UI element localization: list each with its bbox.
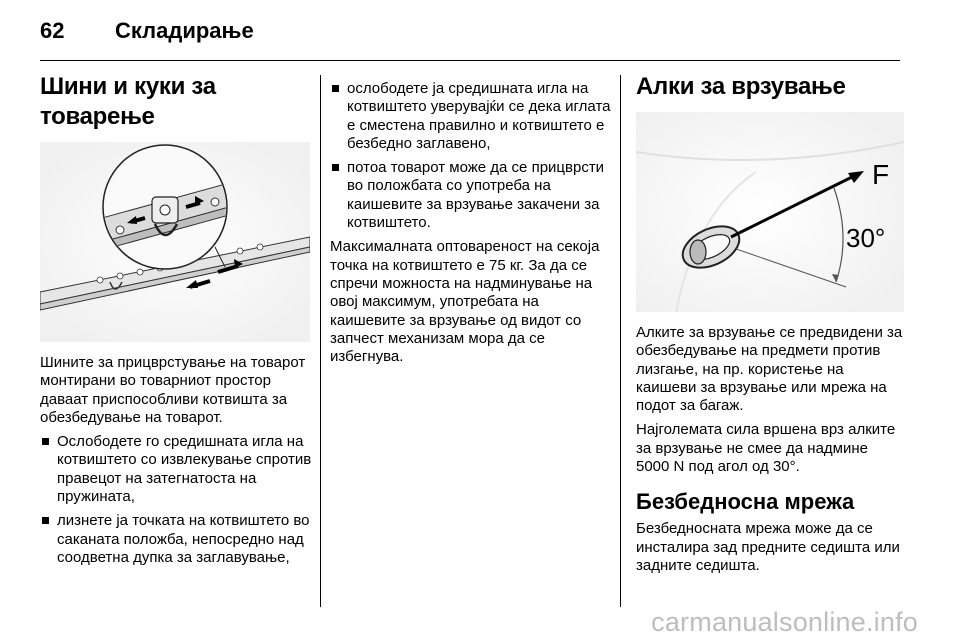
column-divider-2 bbox=[620, 75, 621, 607]
column-1 bbox=[40, 72, 312, 573]
list-item: ослободете ја средишната игла на котвиштето уверувајќи се дека иглата е сместена правилно и котвиштето е безбедно заглавено, bbox=[330, 80, 612, 153]
tie-down-description: Алките за врзување се предвидени за обезбедување на предмети против лизгање, на пр. користење на каишеви за врзување или мрежа на подот за багаж. bbox=[636, 324, 903, 415]
column-2 bbox=[330, 80, 612, 372]
heading-safety-net: Безбедносна мрежа bbox=[636, 489, 855, 515]
list-item: Ослободете го средишната игла на котвиштето со извлекување спротив правецот на затегнатоста на пружината, bbox=[40, 433, 312, 506]
tie-down-max-force: Најголемата сила вршена врз алките за врзување не смее да надмине 5000 N под агол од 30°. bbox=[636, 421, 896, 476]
list-item: лизнете ја точката на котвиштето во саканата положба, непосредно над соодветна дупка за заглавување, bbox=[40, 512, 312, 567]
column-divider-1 bbox=[320, 75, 321, 607]
safety-net-description: Безбедносната мрежа може да се инсталира зад предните седишта или задните седишта. bbox=[636, 520, 900, 574]
rails-intro: Шините за прицврстување на товарот монтирани во товарниот простор даваат приспособливи котвишта за обезбедување на товарот. bbox=[40, 354, 306, 426]
heading-rails-hooks: Шини и куки за товарење bbox=[40, 73, 216, 130]
header-rule bbox=[40, 60, 900, 61]
angle-label: 30° bbox=[846, 223, 886, 253]
force-label: F bbox=[872, 159, 890, 190]
rails-steps-list bbox=[40, 433, 312, 567]
column-3 bbox=[636, 72, 904, 581]
max-load-paragraph: Максималната оптовареност на секоја точка на котвиштето е 75 кг. За да се спречи можноста на надминување на овој максимум, употребата на каишевите за врзување од видот со запчест механизам мора да се избегнува. bbox=[330, 238, 600, 366]
tie-down-eye-illustration bbox=[636, 112, 904, 312]
rails-steps-list-continued bbox=[330, 80, 612, 232]
page-number: 62 bbox=[40, 18, 65, 43]
section-title: Складирање bbox=[115, 18, 254, 43]
list-item: потоа товарот може да се прицврсти во положбата со употреба на каишевите за врзување закачени за котвиштето. bbox=[330, 159, 612, 232]
rail-illustration bbox=[40, 142, 310, 342]
heading-tie-down-eyes: Алки за врзување bbox=[636, 73, 846, 100]
watermark: carmanualsonline.info bbox=[651, 607, 918, 637]
